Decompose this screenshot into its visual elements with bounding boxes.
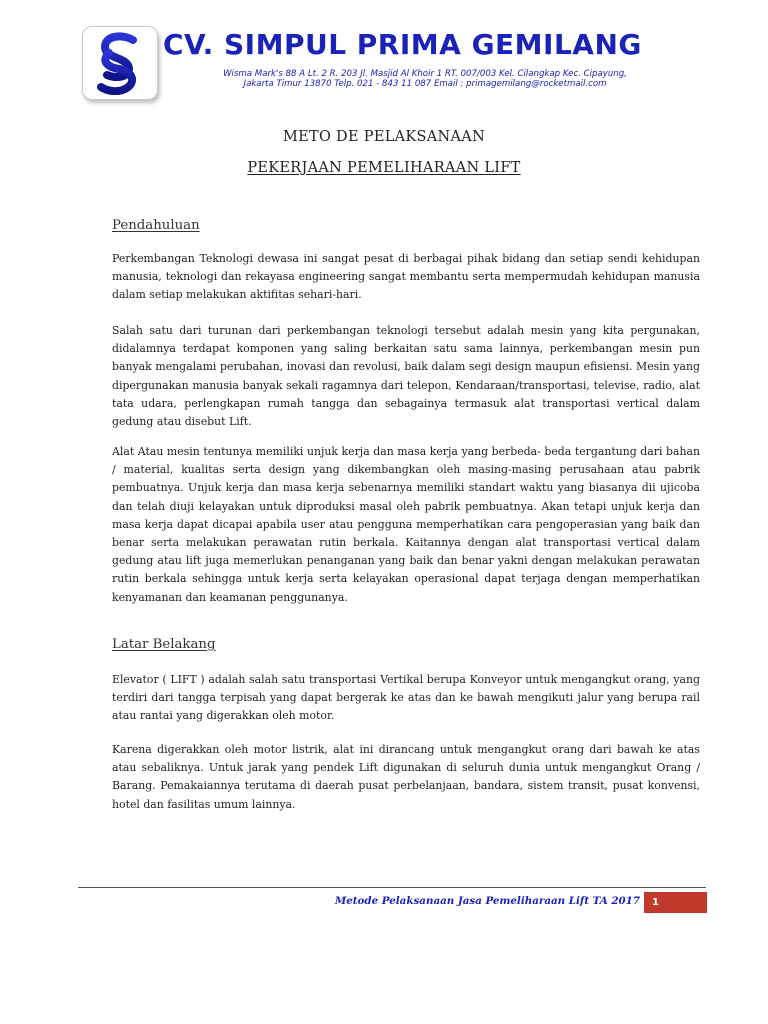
- company-name: CV. SIMPUL PRIMA GEMILANG: [163, 28, 642, 61]
- footer-text: Metode Pelaksanaan Jasa Pemeliharaan Lift TA 2017: [334, 895, 640, 907]
- paragraph: Karena digerakkan oleh motor listrik, alat ini dirancang untuk mengangkut orang dari bawah ke atas atau sebaliknya. Untuk jarak yang pendek Lift digunakan di seluruh dunia untuk mengangkut Orang / Barang. Pemakaiannya terutama di daerah pusat perbelanjaan, bandara, sistem transit, pusat konvensi, hotel dan fasilitas umum lainnya.: [112, 743, 700, 811]
- logo-s-icon: [89, 31, 151, 95]
- paragraph: Salah satu dari turunan dari perkembangan teknologi tersebut adalah mesin yang kita pergunakan, didalamnya terdapat komponen yang saling berkaitan satu sama lainnya, perkembangan mesin pun banyak mengalami perubahan, inovasi dan revolusi, baik dalam segi design maupun efisiensi. Mesin yang dipergunakan manusia banyak sekali ragamnya dari telepon, Kendaraan/transportasi, televise, radio, alat tata udara, perlengkapan rumah tangga dan sebagainya termasuk alat transportasi vertical dalam gedung atau disebut Lift.: [112, 324, 700, 429]
- page-number-badge: 1: [644, 892, 707, 913]
- paragraph: Perkembangan Teknologi dewasa ini sangat pesat di berbagai pihak bidang dan setiap sendi kehidupan manusia, teknologi dan rekayasa engineering sangat membantu serta mempermudah kehidupan manusia dalam setiap melakukan aktifitas sehari-hari.: [112, 252, 700, 302]
- footer-divider: [78, 887, 706, 888]
- paragraph: Alat Atau mesin tentunya memiliki unjuk kerja dan masa kerja yang berbeda- beda tergantung dari bahan / material, kualitas serta design yang dikembangkan oleh masing-masing perusahaan atau pabrik pembuatnya. Unjuk kerja dan masa kerja sebenarnya memiliki standart waktu yang biasanya dii ujicoba dan telah diuji kelayakan untuk diproduksi masal oleh pabrik pembuatnya. Akan tetapi unjuk kerja dan masa kerja dapat dicapai apabila user atau pengguna memperhatikan cara pengoperasian yang baik dan benar serta melakukan perawatan rutin berkala. Kaitannya dengan alat transportasi vertical dalam gedung atau lift juga memerlukan penanganan yang baik dan benar yakni dengan melakukan perawatan rutin berkala sehingga untuk kerja serta kelayakan operasional dapat terjaga dengan memperhatikan kenyamanan dan keamanan penggunanya.: [112, 445, 700, 604]
- paragraph: Elevator ( LIFT ) adalah salah satu transportasi Vertikal berupa Konveyor untuk mengangkut orang, yang terdiri dari tangga terpisah yang dapat bergerak ke atas dan ke bawah mengikuti jalur yang berupa rail atau rantai yang digerakkan oleh motor.: [112, 673, 700, 723]
- section-heading-pendahuluan: Pendahuluan: [112, 218, 200, 233]
- company-address-line1: Wisma Mark's 88 A Lt. 2 R. 203 Jl. Masjid Al Khoir 1 RT. 007/003 Kel. Cilangkap Kec. Cipayung,: [223, 69, 627, 79]
- company-logo: [82, 26, 158, 100]
- section-heading-latar-belakang: Latar Belakang: [112, 637, 216, 652]
- document-subtitle: PEKERJAAN PEMELIHARAAN LIFT: [247, 160, 521, 176]
- document-title: METO DE PELAKSANAAN: [282, 129, 486, 145]
- company-address-line2: Jakarta Timur 13870 Telp. 021 - 843 11 087 Email : primagemilang@rocketmail.com: [243, 79, 607, 89]
